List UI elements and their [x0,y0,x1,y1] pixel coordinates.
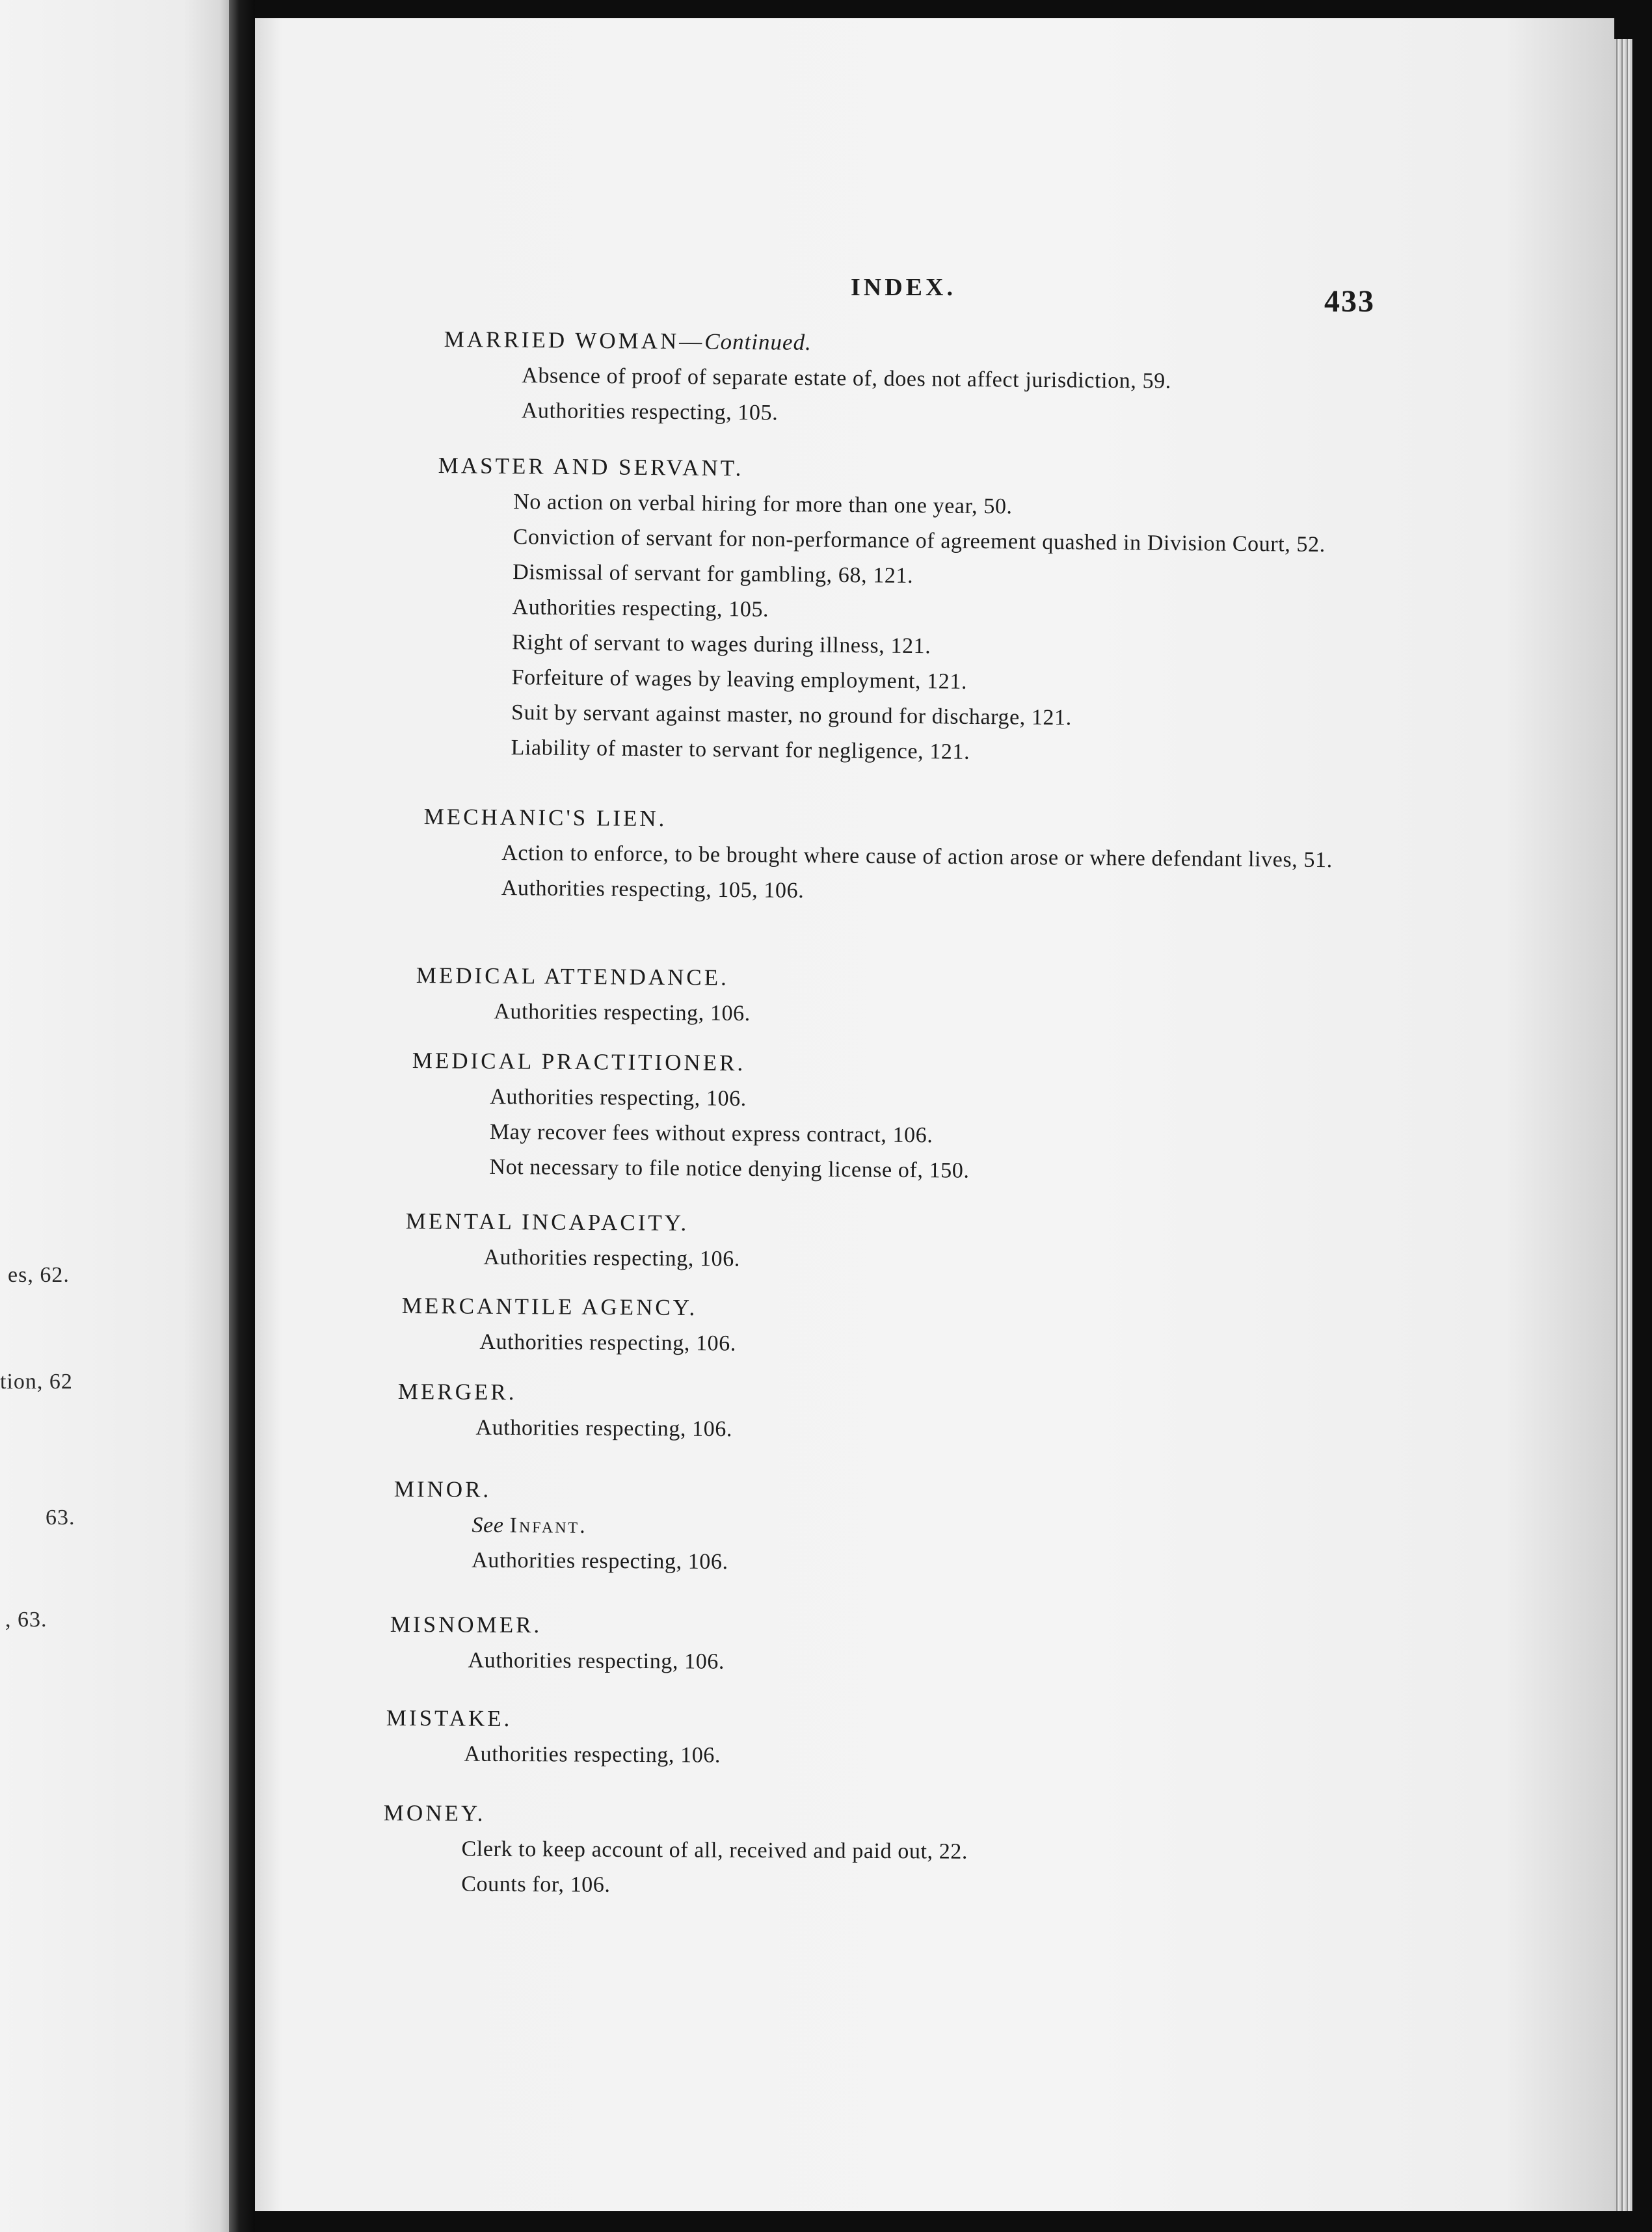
sub-entry: Right of servant to wages during illness, 121. [511,630,931,659]
index-entry [386,1700,1310,1776]
index-entry [397,1374,1322,1451]
index-entry [435,447,1362,774]
entry-heading: MARRIED WOMAN—Continued. [444,326,812,355]
left-page: es, 62. tion, 62 63. , 63. [0,0,229,2232]
sub-entry: Authorities respecting, 106. [483,1245,741,1271]
continued-label: Continued. [704,328,812,355]
sub-entry: Authorities respecting, 106. [472,1548,728,1574]
sub-entry: Not necessary to file notice denying license of, 150. [489,1154,970,1183]
entry-heading: MEDICAL ATTENDANCE. [416,962,730,990]
sub-entry: Action to enforce, to be brought where cause of action arose or where defendant lives, 51. [501,841,1333,873]
index-entry [390,1606,1314,1682]
sub-entry: Counts for, 106. [461,1872,611,1897]
index-entry [416,957,1340,1036]
sub-entry: Authorities respecting, 106. [494,999,751,1026]
sub-entry: Authorities respecting, 105. [512,595,769,622]
entry-heading: MERCANTILE AGENCY. [401,1292,698,1321]
entry-heading: MEDICAL PRACTITIONER. [412,1047,746,1076]
index-entry [405,1203,1329,1281]
entry-heading: MECHANIC'S LIEN. [423,803,667,832]
sub-entry: Authorities respecting, 105, 106. [501,876,805,903]
page-number: 433 [1324,284,1375,319]
entry-heading: MONEY. [383,1800,486,1826]
see-reference [472,1508,1415,1549]
entry-heading: MINOR. [393,1476,492,1502]
sub-entry: Conviction of servant for non-performance of agreement quashed in Division Court, 52. [513,525,1326,557]
entry-heading: MISNOMER. [390,1612,542,1638]
sub-entry: Absence of proof of separate estate of, does not affect jurisdiction, 59. [522,364,1172,393]
entry-heading: MENTAL INCAPACITY. [405,1208,689,1236]
sub-entry: May recover fees without express contract, 106. [489,1119,933,1148]
sub-entry: Liability of master to servant for negligence, 121. [511,736,970,764]
sub-entry: Dismissal of servant for gambling, 68, 121. [512,560,914,589]
index-entry [444,321,1368,436]
index-entry [401,1288,1326,1366]
entry-heading: MASTER AND SERVANT. [438,452,744,481]
sub-entry: Authorities respecting, 106. [464,1742,721,1768]
index-entry [383,1795,1307,1906]
sub-entry: Suit by servant against master, no ground for discharge, 121. [511,700,1072,730]
index-entry [423,799,1348,913]
entry-heading: MISTAKE. [386,1705,513,1732]
sub-entry: Authorities respecting, 106. [490,1084,747,1111]
sub-entry: Clerk to keep account of all, received and paid out, 22. [461,1837,968,1864]
index-entry [411,1043,1336,1191]
sub-entry: Authorities respecting, 106. [475,1415,733,1442]
sub-entry: Authorities respecting, 105. [521,399,779,425]
see-label: See [472,1513,504,1538]
entry-heading: MERGER. [397,1378,517,1405]
running-head: INDEX. [851,274,956,301]
sub-entry: Authorities respecting, 106. [479,1329,737,1356]
sub-entry: Forfeiture of wages by leaving employment, 121. [511,665,968,694]
see-target: Infant. [509,1513,587,1538]
sub-entry: Authorities respecting, 106. [468,1648,725,1674]
sub-entry: No action on verbal hiring for more than one year, 50. [513,490,1013,519]
index-entry [393,1471,1318,1584]
